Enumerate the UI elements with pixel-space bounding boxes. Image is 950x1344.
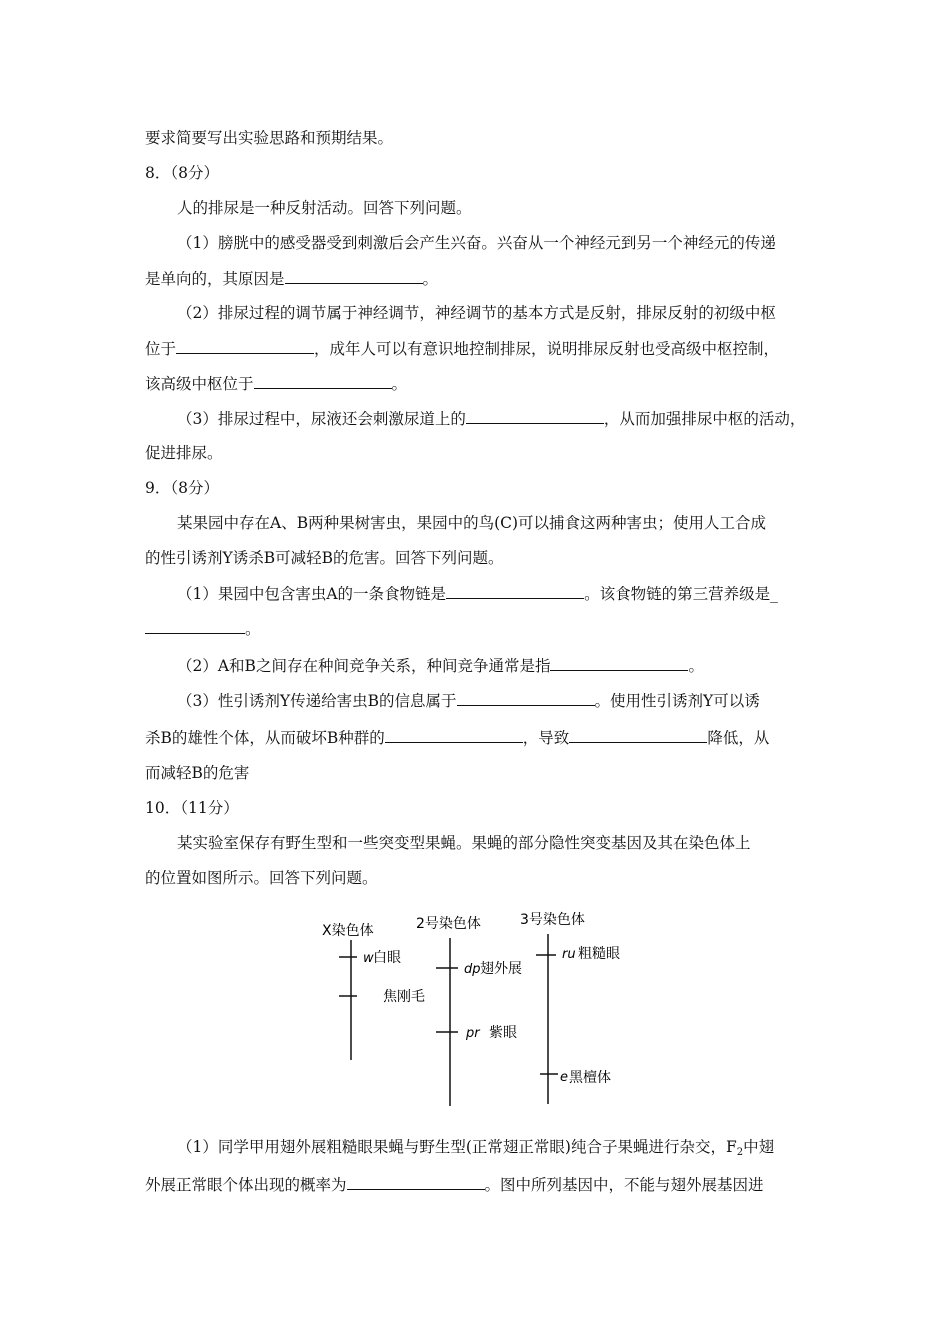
q9-stem-text: 某果园中存在A、B两种果树害虫，果园中的鸟(C)可以捕食这两种害虫；使用人工合成 bbox=[177, 514, 767, 532]
q8-part3-cont: ，从而加强排尿中枢的活动， bbox=[603, 410, 806, 428]
q10-part1-prompt: （1）同学甲用翅外展粗糙眼果蝇与野生型(正常翅正常眼)纯合子果蝇进行杂交，F bbox=[177, 1138, 737, 1156]
gene-e-symbol: e bbox=[560, 1070, 568, 1085]
gene-dp-symbol: dp bbox=[464, 962, 481, 977]
q8-stem-text: 人的排尿是一种反射活动。回答下列问题。 bbox=[177, 199, 472, 217]
q8-part2-prompt2: 该高级中枢位于 bbox=[145, 375, 254, 393]
q10-number: 10．（11分） bbox=[145, 799, 239, 817]
q10-stem-text2: 的位置如图所示。回答下列问题。 bbox=[145, 869, 378, 887]
gene-pr-symbol: pr bbox=[466, 1026, 480, 1041]
gene-ru-symbol: ru bbox=[562, 947, 576, 962]
q9-part3-prompt: （3）性引诱剂Y传递给害虫B的信息属于 bbox=[177, 692, 457, 710]
answer-blank[interactable] bbox=[347, 1174, 485, 1190]
q8-part3-prompt: （3）排尿过程中，尿液还会刺激尿道上的 bbox=[177, 410, 466, 428]
q10-part1-line1 bbox=[177, 1137, 774, 1163]
q9-part3-prompt2: 杀B的雄性个体，从而破坏B种群的 bbox=[145, 729, 385, 747]
q10-stem-text: 某实验室保存有野生型和一些突变型果蝇。果蝇的部分隐性突变基因及其在染色体上 bbox=[177, 834, 751, 852]
q9-stem-text2: 的性引诱剂Y诱杀B可减轻B的危害。回答下列问题。 bbox=[145, 549, 504, 567]
q9-part1-cont: 。该食物链的第三营养级是_ bbox=[584, 585, 778, 603]
q8-number: 8．（8分） bbox=[145, 164, 219, 182]
q8-part3-end: 促进排尿。 bbox=[145, 444, 223, 462]
q10-part1-line2 bbox=[145, 1174, 764, 1195]
q9-part1-end: 。 bbox=[245, 620, 261, 638]
x-chromosome-label: X染色体 bbox=[322, 923, 374, 939]
q10-part1-cont: 中翅 bbox=[743, 1138, 775, 1156]
q9-part2-prompt: （2）A和B之间存在种间竞争关系，种间竞争通常是指 bbox=[177, 657, 551, 675]
q8-part1-text: （1）膀胱中的感受器受到刺激后会产生兴奋。兴奋从一个神经元到另一个神经元的传递 bbox=[177, 234, 776, 252]
q8-part2-text: （2）排尿过程的调节属于神经调节，神经调节的基本方式是反射，排尿反射的初级中枢 bbox=[177, 304, 776, 322]
q9-part3-cont: 。使用性引诱剂Y可以诱 bbox=[594, 692, 760, 710]
q8-part1-end: 。 bbox=[422, 270, 439, 288]
q8-part1-prompt: 是单向的，其原因是 bbox=[145, 270, 285, 288]
gene-w-symbol: w bbox=[363, 951, 374, 966]
gene-e-name: 黑檀体 bbox=[569, 1070, 611, 1086]
q9-part3-cont2: 降低，从 bbox=[707, 729, 770, 747]
q8-part2-cont: ，成年人可以有意识地控制排尿，说明排尿反射也受高级中枢控制， bbox=[314, 340, 780, 358]
gene-ru-name: 粗糙眼 bbox=[578, 946, 620, 962]
gene-sn-name: 焦刚毛 bbox=[383, 989, 425, 1005]
q10-part1-prompt2: 外展正常眼个体出现的概率为 bbox=[145, 1176, 347, 1194]
q9-number: 9．（8分） bbox=[145, 479, 219, 497]
intro-text: 要求简要写出实验思路和预期结果。 bbox=[145, 129, 394, 147]
f2-subscript: 2 bbox=[736, 1147, 744, 1158]
q9-part2-end: 。 bbox=[688, 657, 704, 675]
gene-w-name: 白眼 bbox=[373, 950, 401, 966]
q9-part3-mid: ，导致 bbox=[522, 729, 570, 747]
chromosome-2-label: 2号染色体 bbox=[416, 916, 481, 932]
q8-part2-end: 。 bbox=[391, 375, 408, 393]
q9-part3-end: 而减轻B的危害 bbox=[145, 764, 250, 782]
chromosome-3-label: 3号染色体 bbox=[520, 912, 585, 928]
gene-pr-name: 紫眼 bbox=[489, 1025, 517, 1041]
q9-part1-prompt: （1）果园中包含害虫A的一条食物链是 bbox=[177, 585, 447, 603]
q10-part1-cont2: 。图中所列基因中，不能与翅外展基因进 bbox=[484, 1176, 764, 1194]
gene-dp-name: 翅外展 bbox=[480, 961, 522, 977]
q8-part2-prompt: 位于 bbox=[145, 340, 177, 358]
